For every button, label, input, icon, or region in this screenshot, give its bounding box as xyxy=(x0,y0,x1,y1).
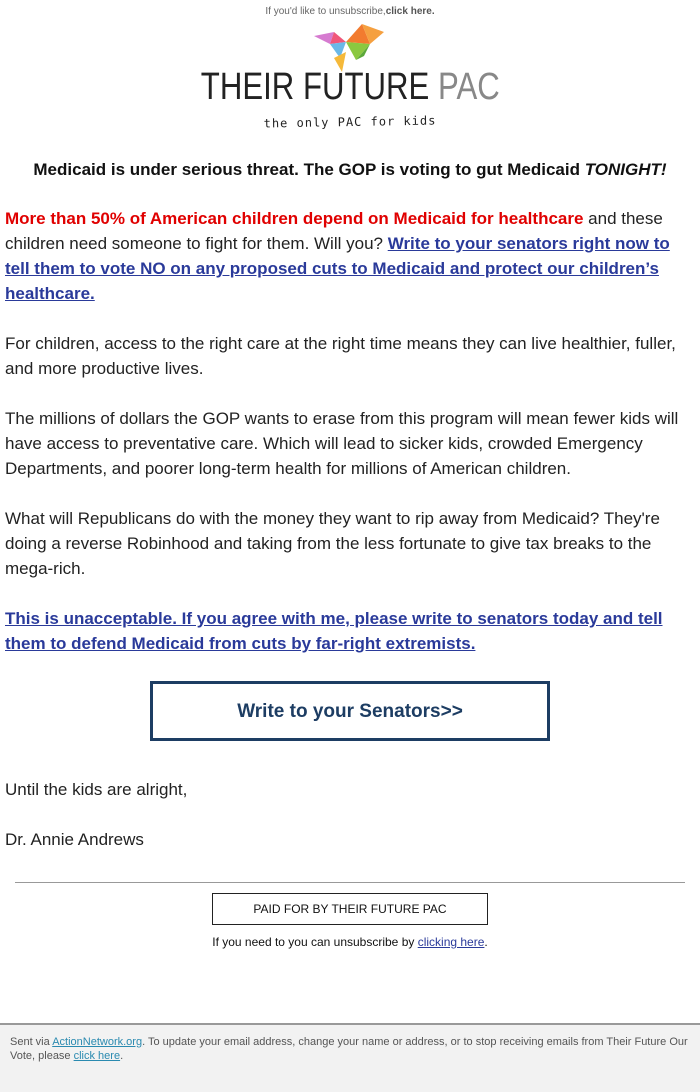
logo-wordmark xyxy=(0,68,700,106)
top-unsubscribe-link[interactable]: click here. xyxy=(385,6,435,17)
email-body xyxy=(0,206,700,656)
top-unsubscribe xyxy=(0,0,700,20)
logo-tagline: the only PAC for kids xyxy=(263,113,437,131)
divider xyxy=(15,882,685,883)
paragraph-1 xyxy=(5,206,695,306)
paragraph-5 xyxy=(5,606,695,656)
footer-click-here-link[interactable]: click here xyxy=(73,1050,121,1062)
bottom-unsubscribe-text: If you need to you can unsubscribe by xyxy=(212,935,418,949)
cta-container xyxy=(0,681,700,741)
paragraph-1-text: and these children need someone to fight for them. Will you? xyxy=(5,209,663,253)
agree-write-senators-link[interactable]: This is unacceptable. If you agree with me, please write to senators today and tell them to defend Medicaid from cuts by far-right extremists. xyxy=(5,609,663,653)
signoff: Until the kids are alright, xyxy=(5,780,188,799)
paid-for-disclaimer: PAID FOR BY THEIR FUTURE PAC xyxy=(212,893,488,925)
footer-text-1: Sent via xyxy=(10,1036,53,1048)
logo-word-pac: PAC xyxy=(437,66,500,108)
signature: Dr. Annie Andrews xyxy=(5,830,144,849)
footer-text-2: . To update your email address, change your name or address, or to stop receiving emails from Their Future Our Vote, please xyxy=(10,1036,688,1062)
bottom-unsubscribe xyxy=(0,935,700,949)
footer-text-3: . xyxy=(120,1050,124,1062)
bottom-unsubscribe-link[interactable]: clicking here xyxy=(417,935,485,949)
paragraph-3: The millions of dollars the GOP wants to erase from this program will mean fewer kids will have access to preventative care. Which will lead to sicker kids, crowded Emergency Departments, and poorer long-term health for millions of American children. xyxy=(5,409,679,478)
headline xyxy=(0,160,700,180)
headline-emphasis: TONIGHT! xyxy=(584,160,667,179)
paragraph-4: What will Republicans do with the money they want to rip away from Medicaid? They're doing a reverse Robinhood and taking from the less fortunate to give tax breaks to the mega-rich. xyxy=(5,509,660,578)
logo xyxy=(0,22,700,132)
top-unsubscribe-text: If you'd like to unsubscribe, xyxy=(265,6,386,17)
medicaid-stat: More than 50% of American children depend on Medicaid for healthcare xyxy=(5,209,584,228)
paragraph-2: For children, access to the right care at the right time means they can live healthier, fuller, and more productive lives. xyxy=(5,334,676,378)
actionnetwork-link[interactable]: ActionNetwork.org xyxy=(52,1036,143,1048)
paid-for-container xyxy=(0,893,700,925)
write-senators-link[interactable]: Write to your senators right now to tell them to vote NO on any proposed cuts to Medicaid and protect our children’s healthcare. xyxy=(5,234,670,303)
write-senators-button[interactable]: Write to your Senators>> xyxy=(150,681,550,741)
headline-main: Medicaid is under serious threat. The GOP is voting to gut Medicaid xyxy=(33,160,585,179)
signoff-block xyxy=(0,777,700,852)
bottom-unsubscribe-end: . xyxy=(484,935,488,949)
logo-word-main: THEIR FUTURE xyxy=(200,66,430,108)
footer xyxy=(0,1023,700,1092)
